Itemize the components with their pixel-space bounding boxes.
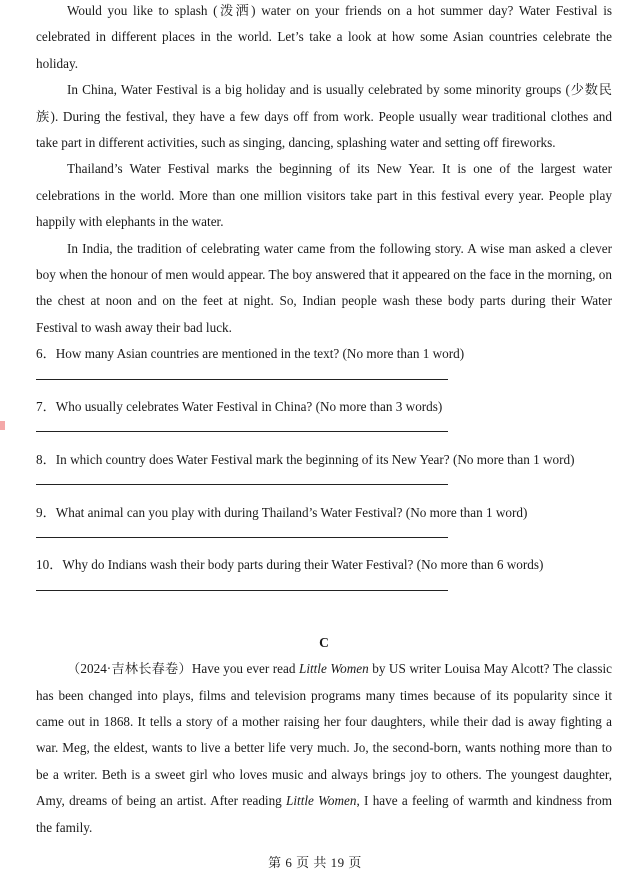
question-text: 10．Why do Indians wash their body parts during their Water Festival? (No more than 6 words) <box>36 557 544 573</box>
question-list <box>36 341 612 605</box>
source-tag: （2024·吉林长春卷） <box>67 661 192 677</box>
paragraph: Thailand’s Water Festival marks the beginning of its New Year. It is one of the largest water celebrations in the world. More than one million visitors take part in this festival every year. People play happily with elephants in the water. <box>36 161 612 230</box>
question-item <box>36 394 612 447</box>
passage-b <box>36 0 612 341</box>
question-item <box>36 500 612 553</box>
question-text: 6．How many Asian countries are mentioned in the text? (No more than 1 word) <box>36 346 465 362</box>
question-text: 8．In which country does Water Festival mark the beginning of its New Year? (No more than 1 word) <box>36 451 575 467</box>
answer-line[interactable] <box>36 473 448 499</box>
answer-line[interactable] <box>36 420 448 446</box>
text-run: Have you ever read <box>191 661 299 677</box>
text-run: , I have a feeling of warmth and kindness from the family. <box>36 793 612 835</box>
book-title: Little Women <box>298 661 369 677</box>
section-heading: C <box>319 635 329 651</box>
question-item <box>36 552 612 605</box>
paragraph: In India, the tradition of celebrating water came from the following story. A wise man asked a clever boy when the honour of men would appear. The boy answered that it appeared on the face in the morning, on the chest at noon and on the feet at night. So, Indian people wash these body parts during their Water Festival to wash away their bad luck. <box>36 240 612 335</box>
question-text: 9．What animal can you play with during Thailand’s Water Festival? (No more than 1 word) <box>36 504 528 520</box>
text-run: by US writer Louisa May Alcott? The classic has been changed into plays, films and television programs many times because of its popularity since it came out in 1868. It tells a story of a mother raising her four daughters, while their dad is away fighting a war. Meg, the eldest, wants to live a better life very much. Jo, the second-born, wants nothing more than to be a writer. Beth is a sweet girl who loves music and always brings joy to others. The youngest daughter, Amy, dreams of being an artist. After reading <box>36 661 612 809</box>
document-page <box>36 0 612 841</box>
answer-line[interactable] <box>36 368 448 394</box>
passage-c-paragraph <box>36 656 612 841</box>
book-title: Little Women <box>286 793 357 809</box>
answer-line[interactable] <box>36 526 448 552</box>
question-item <box>36 341 612 394</box>
paragraph: Would you like to splash (泼洒) water on your friends on a hot summer day? Water Festival is celebrated in different places in the world. Let’s take a look at how some Asian countries celebrate the holiday. <box>36 3 612 71</box>
page-footer: 第 6 页 共 19 页 <box>268 855 362 870</box>
paragraph: In China, Water Festival is a big holiday and is usually celebrated by some minority groups (少数民族). During the festival, they have a few days off from work. People usually wear traditional clothes and take part in different activities, such as singing, dancing, splashing water and setting off fireworks. <box>36 82 612 151</box>
answer-line[interactable] <box>36 579 448 605</box>
question-text: 7．Who usually celebrates Water Festival in China? (No more than 3 words) <box>36 399 443 415</box>
margin-marker <box>0 421 5 430</box>
question-item <box>36 447 612 500</box>
